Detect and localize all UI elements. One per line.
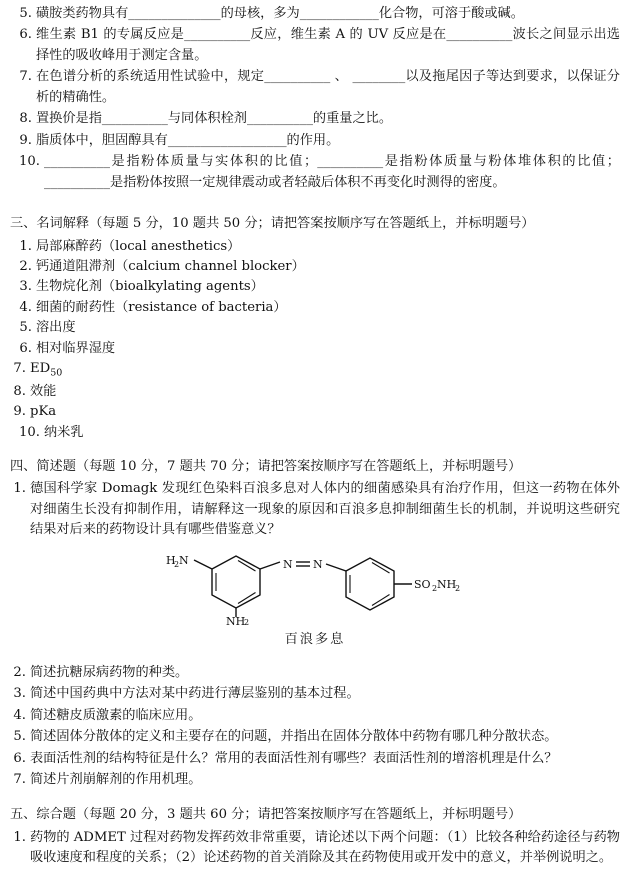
svg-text:NH: NH <box>437 577 457 591</box>
item-text: 药物的 ADMET 过程对药物发挥药效非常重要，请论述以下两个问题：（1）比较各种给药途径与药物吸收速度和程度的关系；（2）论述药物的首关消除及其在药物使用或开发中的意义，并举例说明之。 <box>30 829 620 866</box>
item-number: 5. <box>13 729 26 745</box>
list-item <box>10 770 620 790</box>
list-item <box>10 359 620 381</box>
list-item <box>10 277 620 297</box>
item-text: 维生素 B1 的专属反应是__________反应，维生素 A 的 UV 反应是在__________波长之间显示出选择性的吸收峰用于测定含量。 <box>36 27 620 63</box>
list-item <box>10 339 620 359</box>
figure-gap <box>10 655 620 663</box>
list-item <box>10 727 620 747</box>
item-number: 6. <box>19 340 32 356</box>
svg-text:2: 2 <box>174 559 180 569</box>
item-number: 5. <box>19 6 32 21</box>
section-gap <box>10 791 620 805</box>
list-item <box>10 298 620 318</box>
list-item <box>10 109 620 129</box>
item-text: 德国科学家 Domagk 发现红色染料百浪多息对人体内的细菌感染具有治疗作用，但这一药物在体外对细菌生长没有抑制作用，请解释这一现象的原因和百浪多息抑制细菌生长的机制，并说明这些研究结果对后来的药物设计具有哪些借鉴意义？ <box>30 481 620 538</box>
item-number: 1. <box>13 829 26 845</box>
section-gap <box>10 194 620 214</box>
item-text: pKa <box>30 404 57 420</box>
section-five-heading: 五、综合题（每题 20 分，3 题共 60 分；请把答案按顺序写在答题纸上，并标明题号） <box>10 807 522 823</box>
item-number: 1. <box>19 238 32 254</box>
item-number: 6. <box>19 27 32 43</box>
item-text: 表面活性剂的结构特征是什么？常用的表面活性剂有哪些？表面活性剂的增溶机理是什么？ <box>30 750 558 766</box>
list-item <box>10 257 620 277</box>
section-three-list <box>10 237 620 443</box>
list-item <box>10 382 620 402</box>
item-number: 3. <box>13 686 26 702</box>
list-item <box>10 318 620 338</box>
section-three-heading: 三、名词解释（每题 5 分，10 题共 50 分；请把答案按顺序写在答题纸上，并标明题号） <box>10 216 535 232</box>
item-number: 10. <box>19 154 40 170</box>
item-number: 4. <box>19 299 32 315</box>
item-number: 10. <box>19 424 40 440</box>
ed-subscript: 50 <box>50 367 63 379</box>
section-four-heading: 四、简述题（每题 10 分，7 题共 70 分；请把答案按顺序写在答题纸上，并标明题号） <box>10 458 522 474</box>
list-item <box>10 423 620 443</box>
item-number: 2. <box>19 258 32 274</box>
list-item <box>10 749 620 769</box>
structure-caption: 百浪多息 <box>284 632 346 648</box>
item-text: 钙通道阻滞剂（calcium channel blocker） <box>36 258 305 274</box>
item-text: 置换价是指__________与同体积栓剂__________的重量之比。 <box>36 111 393 127</box>
item-text: 局部麻醉药（local anesthetics） <box>36 238 241 254</box>
svg-text:H: H <box>166 553 176 567</box>
list-item <box>10 663 620 683</box>
list-item <box>10 684 620 704</box>
svg-text:2: 2 <box>455 583 461 593</box>
prontosil-structure-figure <box>10 547 620 651</box>
list-item <box>10 131 620 151</box>
chemical-structure-svg <box>150 547 480 625</box>
svg-text:NH: NH <box>226 614 246 625</box>
item-number: 9. <box>13 404 26 420</box>
list-item <box>10 4 620 24</box>
item-number: 8. <box>19 111 32 127</box>
fill-in-the-blank-section <box>10 4 620 193</box>
item-number: 7. <box>13 361 26 377</box>
item-number: 8. <box>13 383 26 399</box>
svg-text:N: N <box>283 557 293 571</box>
item-text: 在色谱分析的系统适用性试验中，规定__________ 、 ________以及拖尾因子等达到要求，以保证分析的精确性。 <box>36 69 620 105</box>
item-number: 4. <box>13 707 26 723</box>
list-item <box>10 706 620 726</box>
item-text: 简述固体分散体的定义和主要存在的问题，并指出在固体分散体中药物有哪几种分散状态。 <box>30 729 558 745</box>
item-text: 简述片剂崩解剂的作用机理。 <box>30 771 202 787</box>
item-text: 效能 <box>30 383 57 399</box>
section-four-list <box>10 663 620 791</box>
item-text: 细菌的耐药性（resistance of bacteria） <box>36 299 287 315</box>
svg-text:2: 2 <box>244 617 250 625</box>
svg-text:SO: SO <box>414 577 431 591</box>
list-item <box>10 479 620 540</box>
item-text: 简述中国药典中方法对某中药进行薄层鉴别的基本过程。 <box>30 686 360 702</box>
item-text: 简述糖皮质激素的临床应用。 <box>30 707 202 723</box>
item-text: 简述抗糖尿病药物的种类。 <box>30 664 189 680</box>
item-number: 7. <box>13 771 26 787</box>
item-text <box>30 359 620 381</box>
section-five <box>10 805 620 868</box>
list-item <box>10 152 620 193</box>
list-item <box>10 237 620 257</box>
section-gap <box>10 443 620 457</box>
svg-text:N: N <box>313 557 323 571</box>
list-item <box>10 402 620 422</box>
item-number: 2. <box>13 664 26 680</box>
item-text: 磺胺类药物具有______________的母核，多为____________化合物，可溶于酸或碱。 <box>36 6 524 21</box>
section-three <box>10 214 620 443</box>
list-item <box>10 67 620 108</box>
item-number: 9. <box>19 132 32 148</box>
item-text: 溶出度 <box>36 320 76 336</box>
ed-label: ED <box>30 361 51 377</box>
list-item <box>10 828 620 869</box>
section-four <box>10 457 620 790</box>
item-text: 生物烷化剂（bioalkylating agents） <box>36 279 264 295</box>
item-text: 相对临界湿度 <box>36 340 116 356</box>
list-item <box>10 25 620 66</box>
item-text: 脂质体中，胆固醇具有__________________的作用。 <box>36 132 340 148</box>
item-number: 7. <box>19 69 32 85</box>
item-text: __________是指粉体质量与实体积的比值；__________是指粉体质量与粉体堆体积的比值；__________是指粉体按照一定规律震动或者轻敲后体积不再变化时测得的密度。 <box>44 154 620 190</box>
item-number: 1. <box>13 481 26 497</box>
item-number: 5. <box>19 320 32 336</box>
svg-text:2: 2 <box>432 583 438 593</box>
item-text: 纳米乳 <box>44 424 84 440</box>
item-number: 3. <box>19 279 32 295</box>
svg-text:N: N <box>179 553 189 567</box>
item-number: 6. <box>13 750 26 766</box>
